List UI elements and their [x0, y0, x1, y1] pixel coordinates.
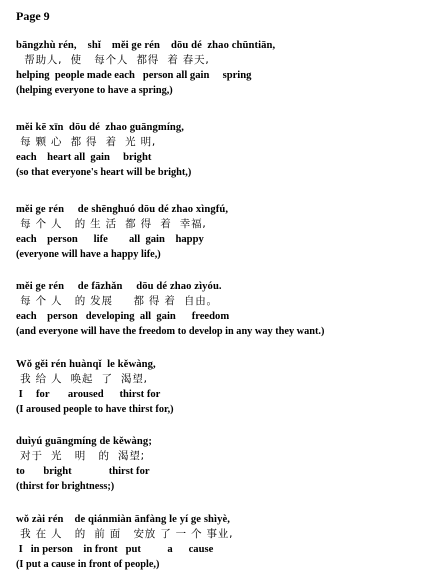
chinese-line: 每 个 人 的 生 活 都 得 着 幸福, [16, 218, 207, 230]
translation-line: (helping everyone to have a spring,) [16, 85, 173, 96]
stanza [16, 279, 421, 339]
stanza [16, 512, 421, 572]
stanza [16, 38, 421, 98]
gloss-line: each heart all gain bright [16, 152, 152, 163]
chinese-line: 我 给 人 唤起 了 渴望, [16, 373, 148, 385]
chinese-line: 帮助人, 使 每个人 都得 着 春天, [16, 54, 210, 66]
translation-line: (thirst for brightness;) [16, 481, 115, 492]
stanza [16, 357, 421, 417]
gloss-line: I in person in front put a cause [16, 544, 214, 555]
chinese-line: 每 颗 心 都 得 着 光 明, [16, 136, 157, 148]
stanza [16, 434, 421, 494]
translation-line: (I put a cause in front of people,) [16, 559, 160, 570]
gloss-line: helping people made each person all gain spring [16, 70, 252, 81]
pinyin-line: měi ge rén de shēnghuó dōu dé zhao xìngfú, [16, 204, 229, 215]
translation-line: (so that everyone's heart will be bright,) [16, 167, 192, 178]
pinyin-line: bāngzhù rén, shǐ měi ge rén dōu dé zhao chūntiān, [16, 40, 276, 51]
pinyin-line: měi ge rén de fāzhǎn dōu dé zhao zìyóu. [16, 281, 222, 292]
pinyin-line: duìyú guāngmíng de kěwàng; [16, 436, 152, 447]
gloss-line: to bright thirst for [16, 466, 150, 477]
chinese-line: 每 个 人 的 发展 都 得 着 自由。 [16, 295, 218, 307]
chinese-line: 对于 光 明 的 渴望; [16, 450, 145, 462]
gloss-line: each person developing all gain freedom [16, 311, 230, 322]
stanza [16, 120, 421, 180]
translation-line: (I aroused people to have thirst for,) [16, 404, 174, 415]
chinese-line: 我 在 人 的 前 面 安放 了 一 个 事业, [16, 528, 234, 540]
page-number: Page 9 [16, 9, 50, 23]
pinyin-line: Wǒ gěi rén huànqǐ le kěwàng, [16, 359, 156, 370]
translation-line: (everyone will have a happy life,) [16, 249, 161, 260]
gloss-line: I for aroused thirst for [16, 389, 161, 400]
gloss-line: each person life all gain happy [16, 234, 204, 245]
pinyin-line: wǒ zài rén de qiánmiàn ānfàng le yí ge shìyè, [16, 514, 231, 525]
stanza [16, 202, 421, 262]
translation-line: (and everyone will have the freedom to develop in any way they want.) [16, 326, 325, 337]
pinyin-line: měi kē xīn dōu dé zhao guāngmíng, [16, 122, 185, 133]
